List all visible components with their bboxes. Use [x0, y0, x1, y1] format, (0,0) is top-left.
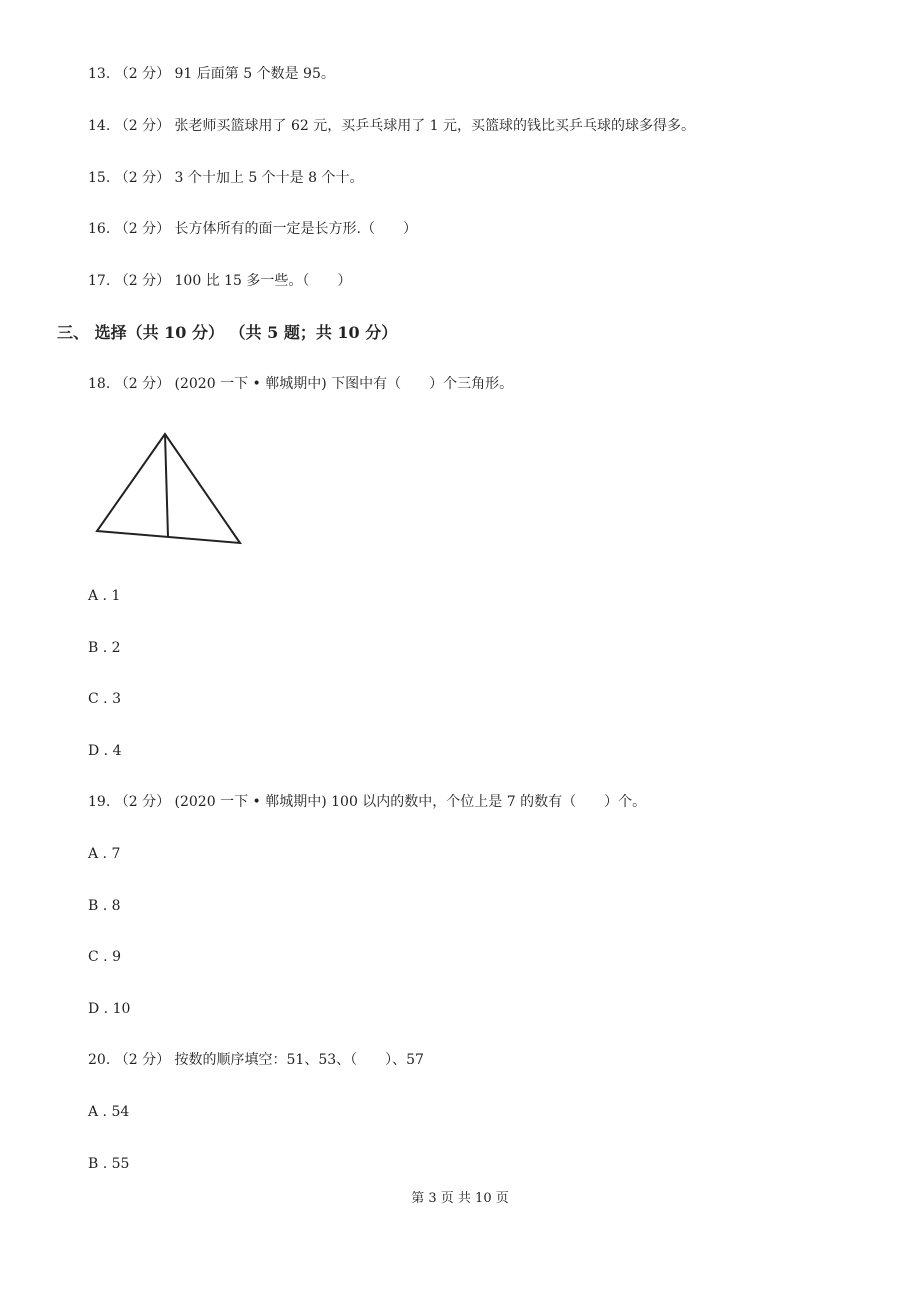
q19-option-b[interactable]: B . 8	[88, 898, 121, 914]
q18-option-c[interactable]: C . 3	[88, 691, 121, 707]
question-18: 18. （2 分） (2020 一下 • 郸城期中) 下图中有（ ）个三角形。	[88, 376, 514, 392]
q18-option-b[interactable]: B . 2	[88, 640, 121, 656]
inner-divider-line	[165, 434, 168, 537]
question-17: 17. （2 分） 100 比 15 多一些。（ ）	[88, 273, 352, 289]
question-19: 19. （2 分） (2020 一下 • 郸城期中) 100 以内的数中，个位上是 7 的数有（ ）个。	[88, 794, 647, 810]
question-16: 16. （2 分） 长方体所有的面一定是长方形.（ ）	[88, 221, 417, 237]
section-heading-choice: 三、 选择（共 10 分） （共 5 题；共 10 分）	[57, 323, 398, 342]
question-14: 14. （2 分） 张老师买篮球用了 62 元，买乒乓球用了 1 元，买篮球的钱比买乒乓球的球多得多。	[88, 118, 696, 134]
question-20: 20. （2 分） 按数的顺序填空：51、53、（ ）、57	[88, 1052, 424, 1068]
q19-option-c[interactable]: C . 9	[88, 949, 121, 965]
triangle-diagram	[92, 430, 252, 550]
triangle-figure	[92, 430, 252, 554]
q20-option-b[interactable]: B . 55	[88, 1156, 130, 1172]
question-15: 15. （2 分） 3 个十加上 5 个十是 8 个十。	[88, 170, 364, 186]
q19-option-a[interactable]: A . 7	[88, 846, 121, 862]
page-number-footer: 第 3 页 共 10 页	[411, 1191, 509, 1206]
q20-option-a[interactable]: A . 54	[88, 1104, 130, 1120]
q18-option-a[interactable]: A . 1	[88, 588, 121, 604]
q19-option-d[interactable]: D . 10	[88, 1001, 131, 1017]
question-13: 13. （2 分） 91 后面第 5 个数是 95。	[88, 66, 335, 82]
q18-option-d[interactable]: D . 4	[88, 743, 122, 759]
